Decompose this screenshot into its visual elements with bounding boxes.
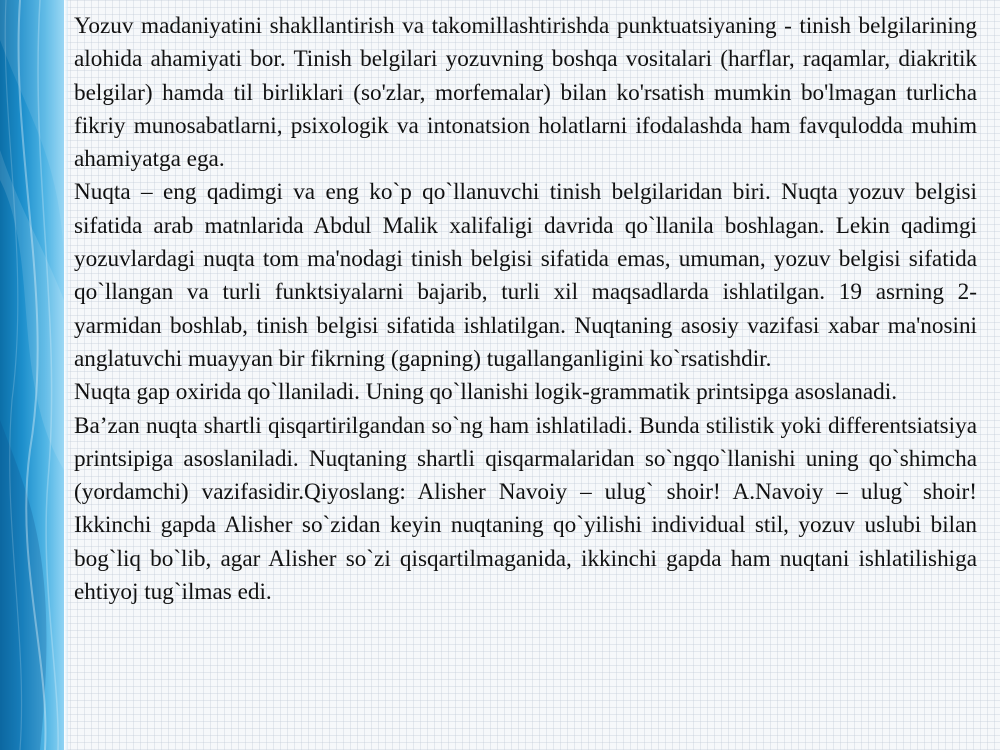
paragraph-nuqta-history: Nuqta – eng qadimgi va eng ko`p qo`llanuvchi tinish belgilaridan biri. Nuqta yozuv belgisi sifatida arab matnlarida Abdul Malik xalifaligi davrida qo`llanila boshlagan. Lekin qadimgi yozuvlardagi nuqta tom ma'nodagi tinish belgisi sifatida emas, umuman, yozuv belgisi sifatida qo`llangan va turli funktsiyalarni bajarib, turli xil maqsadlarda ishlatilgan. 19 asrning 2-yarmidan boshlab, tinish belgisi sifatida ishlatilgan. Nuqtaning asosiy vazifasi xabar ma'nosini anglatuvchi muayyan bir fikrning (gapning) tugallanganligini ko`rsatishdir.	[74, 179, 977, 372]
band-edge-divider	[64, 0, 68, 750]
main-text	[74, 10, 977, 609]
paragraph-intro: Yozuv madaniyatini shakllantirish va takomillashtirishda punktuatsiyaning - tinish belgilarining alohida ahamiyati bor. Tinish belgilari yozuvning boshqa vositalari (harflar, raqamlar, diakritik belgilar) hamda til birliklari (so'zlar, morfemalar) bilan ko'rsatish mumkin bo'lmagan turlicha fikriy munosabatlarni, psixologik va intonatsion holatlarni ifodalashda ham favqulodda muhim ahamiyatga ega.	[74, 13, 977, 173]
paragraph-nuqta-abbreviation: Ba’zan nuqta shartli qisqartirilgandan so`ng ham ishlatiladi. Bunda stilistik yoki differentsiatsiya printsipiga asoslaniladi. Nuqtaning shartli qisqarmalaridan so`ngqo`llanishi uning qo`shimcha (yordamchi) vazifasidir.Qiyoslang: Alisher Navoiy – ulug` shoir! A.Navoiy – ulug` shoir! Ikkinchi gapda Alisher so`zidan keyin nuqtaning qo`yilishi individual stil, yozuv uslubi bilan bog`liq bo`lib, agar Alisher so`zi qisqartilmaganida, ikkinchi gapda ham nuqtani ishlatilishiga ehtiyoj tug`ilmas edi.	[74, 412, 977, 606]
paragraph-nuqta-usage: Nuqta gap oxirida qo`llaniladi. Uning qo`llanishi logik-grammatik printsipga asoslanadi.	[74, 379, 897, 406]
decorative-side-band	[0, 0, 64, 750]
wave-pattern-icon	[0, 0, 64, 750]
